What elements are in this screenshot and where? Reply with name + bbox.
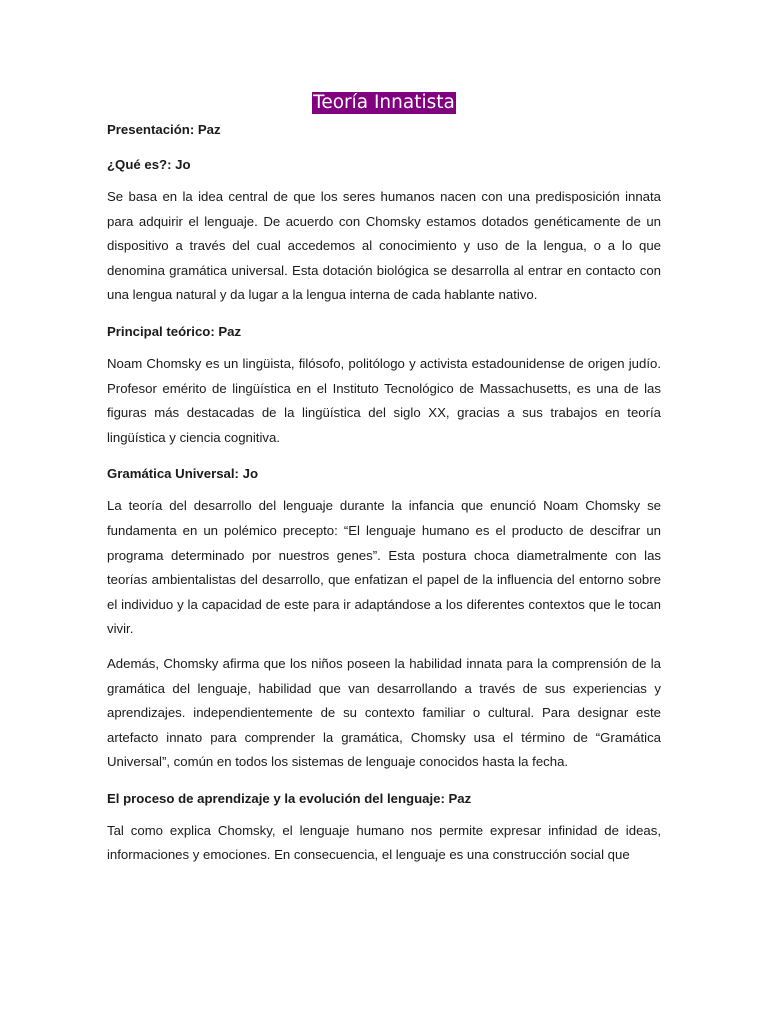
document-page xyxy=(107,88,661,868)
title-container xyxy=(107,88,661,116)
heading-principal-teorico: Principal teórico: Paz xyxy=(107,323,242,339)
heading-proceso: El proceso de aprendizaje y la evolución del lenguaje: Paz xyxy=(107,790,472,806)
paragraph-que-es: Se basa en la idea central de que los seres humanos nacen con una predisposición innata para adquirir el lenguaje. De acuerdo con Chomsky estamos dotados genéticamente de un dispositivo a través del cual accedemos al conocimiento y uso de la lengua, o a lo que denomina gramática universal. Esta dotación biológica se desarrolla al entrar en contacto con una lengua natural y da lugar a la lengua interna de cada hablante nativo. xyxy=(107,189,661,303)
heading-que-es: ¿Qué es?: Jo xyxy=(107,157,191,172)
document-title: Teoría Innatista xyxy=(313,92,455,113)
heading-gramatica-universal: Gramática Universal: Jo xyxy=(107,466,258,482)
paragraph-principal-teorico: Noam Chomsky es un lingüista, filósofo, politólogo y activista estadounidense de origen judío. Profesor emérito de lingüística en el Instituto Tecnológico de Massachusetts, es una de las figuras más destacadas de la lingüística del siglo XX, gracias a sus trabajos en teoría lingüística y ciencia cognitiva. xyxy=(107,355,661,445)
heading-presentacion: Presentación: Paz xyxy=(107,122,221,137)
paragraph-gramatica-1: La teoría del desarrollo del lenguaje durante la infancia que enunció Noam Chomsky se fundamenta en un polémico precepto: “El lenguaje humano es el producto de descifrar un programa determinado por nuestros genes”. Esta postura choca diametralmente con las teorías ambientalistas del desarrollo, que enfatizan el papel de la influencia del entorno sobre el individuo y la capacidad de este para ir adaptándose a los diferentes contextos que le tocan vivir. xyxy=(107,498,661,637)
paragraph-gramatica-2: Además, Chomsky afirma que los niños poseen la habilidad innata para la comprensión de la gramática del lenguaje, habilidad que van desarrollando a través de sus experiencias y aprendizajes. independientemente de su contexto familiar o cultural. Para designar este artefacto innato para comprender la gramática, Chomsky usa el término de “Gramática Universal”, común en todos los sistemas de lenguaje conocidos hasta la fecha. xyxy=(107,655,661,770)
paragraph-proceso: Tal como explica Chomsky, el lenguaje humano nos permite expresar infinidad de ideas, informaciones y emociones. En consecuencia, el lenguaje es una construcción social que xyxy=(107,822,661,863)
